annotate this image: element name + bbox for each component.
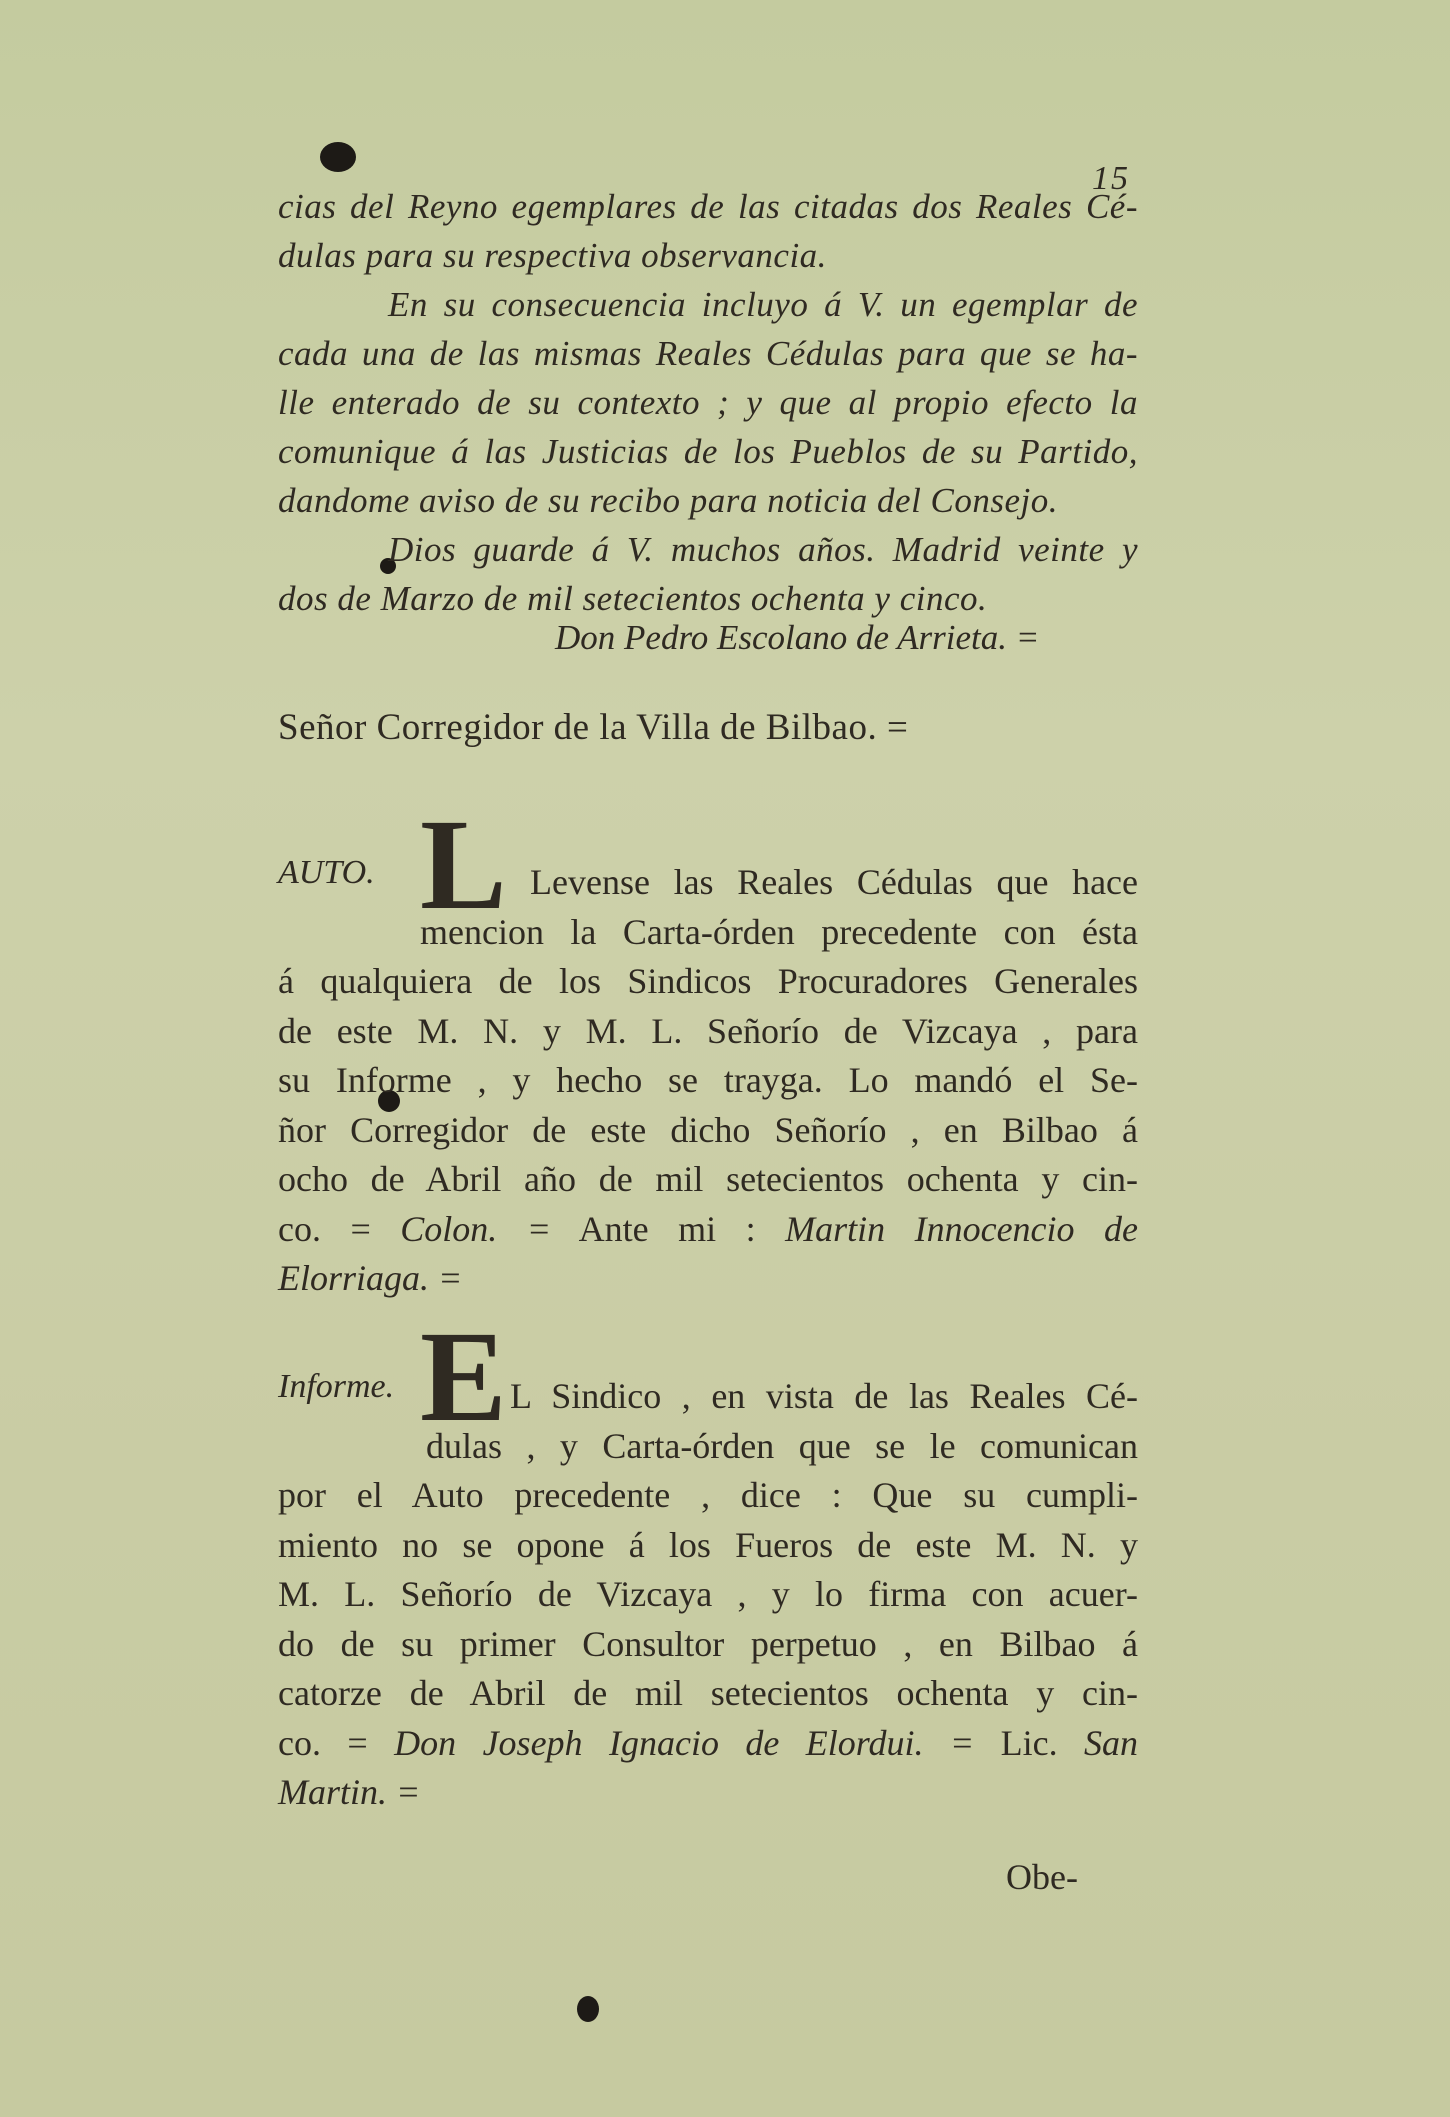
informe-line: L Sindico , en vista de las Reales Cé- bbox=[510, 1376, 1138, 1416]
informe-line: do de su primer Consultor perpetuo , en Bilbao á bbox=[278, 1623, 1138, 1664]
auto-ante-mi: Ante mi : bbox=[578, 1208, 756, 1249]
auto-line: ñor Corregidor de este dicho Señorío , en Bilbao á bbox=[278, 1109, 1138, 1150]
informe-body bbox=[278, 1372, 1138, 1818]
auto-colon: Colon. = bbox=[400, 1208, 552, 1249]
informe-line: miento no se opone á los Fueros de este M. N. y bbox=[278, 1524, 1138, 1565]
auto-line: ocho de Abril año de mil setecientos ochenta y cin- bbox=[278, 1159, 1138, 1199]
auto-line: su Informe , y hecho se trayga. Lo mandó el Se- bbox=[278, 1060, 1138, 1100]
informe-lic: Lic. bbox=[1000, 1722, 1058, 1763]
letter-line: comunique á las Justicias de los Pueblos de su Partido, bbox=[278, 432, 1138, 471]
informe-line: dulas , y Carta-órden que se le comunican bbox=[426, 1425, 1138, 1466]
informe-line-prefix: co. = bbox=[278, 1722, 368, 1763]
auto-label: AUTO. bbox=[278, 854, 375, 891]
letter-line: dos de Marzo de mil setecientos ochenta y cinco. bbox=[278, 579, 988, 618]
auto-line-prefix: co. = bbox=[278, 1208, 371, 1249]
informe-label: Informe. bbox=[278, 1368, 395, 1405]
auto-dropcap: L bbox=[420, 793, 507, 937]
letter-line: lle enterado de su contexto ; y que al propio efecto la bbox=[278, 383, 1138, 422]
informe-line: M. L. Señorío de Vizcaya , y lo firma con acuer- bbox=[278, 1574, 1138, 1614]
letter-body bbox=[278, 182, 1138, 623]
informe-san: San bbox=[1084, 1722, 1139, 1763]
catchword: Obe- bbox=[1006, 1857, 1078, 1897]
auto-line bbox=[278, 1205, 1138, 1255]
informe-signer-surname: Martin. = bbox=[278, 1772, 421, 1812]
auto-line: Levense las Reales Cédulas que hace bbox=[530, 862, 1138, 902]
auto-line bbox=[278, 1254, 1138, 1304]
letter-line: cada una de las mismas Reales Cédulas para que se ha- bbox=[278, 334, 1138, 373]
letter-line: Dios guarde á V. muchos años. Madrid veinte y bbox=[388, 530, 1138, 569]
informe-line: por el Auto precedente , dice : Que su cumpli- bbox=[278, 1475, 1138, 1515]
informe-line: catorze de Abril de mil setecientos ochenta y cin- bbox=[278, 1673, 1138, 1713]
letter-signature: Don Pedro Escolano de Arrieta. = bbox=[555, 618, 1040, 657]
letter-line: cias del Reyno egemplares de las citadas dos Reales Cé- bbox=[278, 187, 1138, 226]
informe-line bbox=[278, 1768, 1138, 1818]
auto-notary-name: Martin Innocencio de bbox=[785, 1208, 1138, 1249]
letter-line: dandome aviso de su recibo para noticia del Consejo. bbox=[278, 481, 1059, 520]
informe-dropcap: E bbox=[420, 1305, 507, 1449]
auto-line: de este M. N. y M. L. Señorío de Vizcaya , para bbox=[278, 1010, 1138, 1051]
auto-line: mencion la Carta-órden precedente con ésta bbox=[420, 911, 1138, 952]
informe-signer-name: Don Joseph Ignacio de Elordui. = bbox=[394, 1722, 975, 1763]
informe-line bbox=[278, 1719, 1138, 1769]
letter-line: dulas para su respectiva observancia. bbox=[278, 236, 827, 275]
auto-line: á qualquiera de los Sindicos Procuradores Generales bbox=[278, 961, 1138, 1001]
auto-notary-surname: Elorriaga. = bbox=[278, 1258, 463, 1298]
ink-blot bbox=[320, 142, 356, 172]
auto-body bbox=[278, 858, 1138, 1304]
page-number: 15 bbox=[1092, 160, 1130, 197]
addressee: Señor Corregidor de la Villa de Bilbao. = bbox=[278, 707, 909, 748]
ink-blot bbox=[577, 1996, 599, 2022]
letter-line: En su consecuencia incluyo á V. un egemplar de bbox=[388, 285, 1138, 324]
